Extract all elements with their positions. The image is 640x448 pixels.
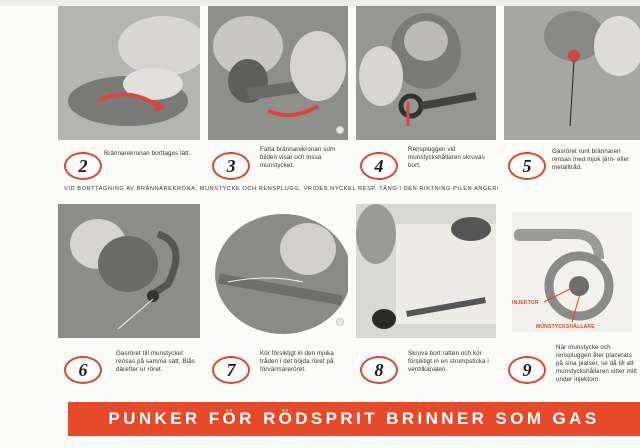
step-caption: Fatta brännarekronan som bilden visar och lossa munstycket. xyxy=(260,146,336,169)
step-caption: Gasröret till munstycket rensas på samma sätt. Blås därefter ur röret. xyxy=(116,350,195,373)
label-munstyckshallare: MUNSTYCKSHÅLLARE xyxy=(536,324,595,330)
punch-hole xyxy=(336,318,344,326)
photo-step-4 xyxy=(356,6,496,140)
step-caption: Kör försiktigt in den mjuka tråden i det böjda röret på förvärmareröret. xyxy=(260,350,334,373)
step-number-badge xyxy=(64,152,102,180)
step-number: 2 xyxy=(78,156,88,176)
hands-burner-photo xyxy=(58,6,200,140)
photo-step-6 xyxy=(58,204,200,338)
step-caption: Gasröret runt brännaren rensas med mjuk järn- eller metalltråd. xyxy=(552,148,630,171)
punch-hole xyxy=(336,126,344,134)
wire-tube-photo xyxy=(504,6,640,140)
photo-step-9 xyxy=(504,204,640,338)
step-number: 6 xyxy=(78,360,88,380)
step-number-badge xyxy=(508,356,546,384)
tube-nozzle-photo xyxy=(58,204,200,338)
step-number-badge xyxy=(212,152,250,180)
photo-step-5 xyxy=(504,6,640,140)
rotation-note: VID BORTTAGNING AV BRÄNNAREKRONA, MUNSTYCKE OCH RENSPLUGG, VRIDES NYCKEL RESP. TÅNG I DEN RIKTNING PILEN ANGER! xyxy=(64,186,500,192)
step-number-badge xyxy=(212,356,250,384)
step-number: 4 xyxy=(374,156,384,176)
label-injektor: INJEKTOR xyxy=(512,300,539,306)
bent-tube-photo xyxy=(208,204,348,338)
step-number-badge xyxy=(360,356,398,384)
photo-step-8 xyxy=(356,204,496,338)
step-number: 7 xyxy=(226,360,236,380)
step-caption: Renspluggen vid munstyckshållaren skruvas bort. xyxy=(408,146,485,169)
pliers-plug-photo xyxy=(356,6,496,140)
step-caption: Brännarekronan borttages lätt. xyxy=(104,150,191,157)
photo-step-7 xyxy=(208,204,348,338)
valve-knob-photo xyxy=(356,204,496,338)
photo-step-3 xyxy=(208,6,348,140)
step-number: 9 xyxy=(522,360,532,380)
step-caption: När munstycke och renspluggen åter placerats på sina platser, se då till att munstyckshållaren sitter mitt under injektorn. xyxy=(556,344,637,383)
step-number-badge xyxy=(360,152,398,180)
step-number-badge xyxy=(64,356,102,384)
step-number: 5 xyxy=(522,156,532,176)
step-number: 8 xyxy=(374,360,384,380)
step-number-badge xyxy=(508,152,546,180)
footer-banner xyxy=(68,402,640,436)
wrench-burner-photo xyxy=(208,6,348,140)
photo-step-2 xyxy=(58,6,200,140)
step-caption: Skruva bort ratten och kör försiktigt in en strumpsticka i ventilkanalen. xyxy=(408,350,489,373)
burner-diagram-photo xyxy=(504,204,640,338)
step-number: 3 xyxy=(226,156,236,176)
footer-slogan: PUNKER FÖR RÖDSPRIT BRINNER SOM GAS xyxy=(108,409,600,428)
